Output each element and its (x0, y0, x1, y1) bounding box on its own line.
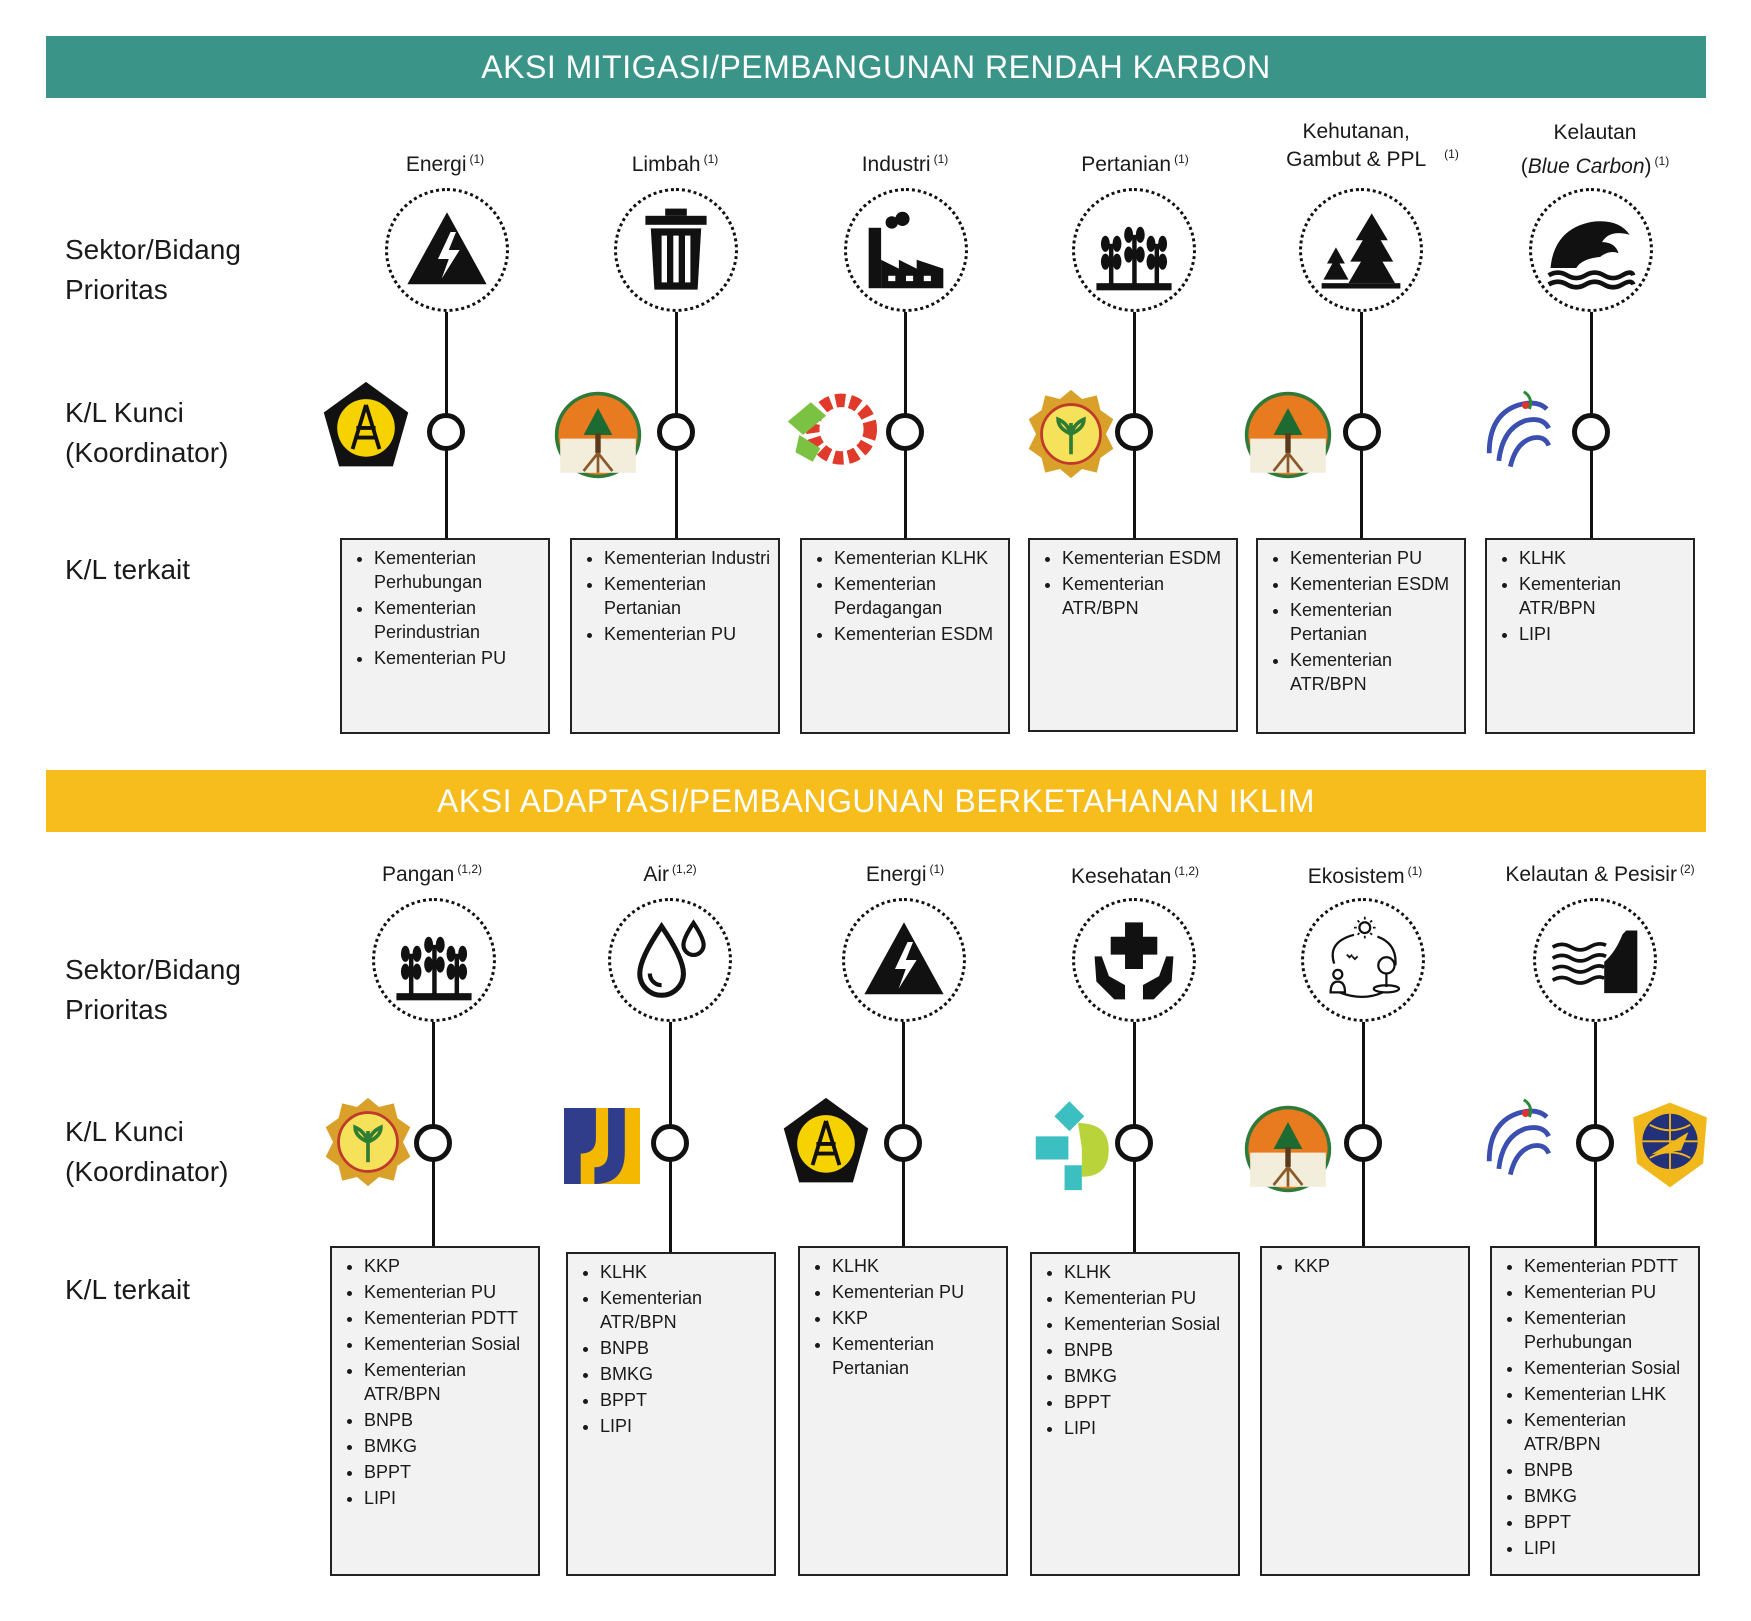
list-item: • Kementerian Perhubungan (1524, 1306, 1694, 1354)
list-item: • Kementerian Sosial (364, 1332, 534, 1356)
coordinator-node (657, 413, 695, 451)
list-item: • Kementerian ESDM (1062, 546, 1232, 570)
coastal-icon (1549, 925, 1641, 995)
kemenkes-logo (1030, 1098, 1126, 1194)
related-agencies-box (1260, 1246, 1470, 1576)
coordinator-node (1343, 413, 1381, 451)
list-item: • Kementerian ATR/BPN (1290, 648, 1460, 696)
list-item: • BNPB (600, 1336, 770, 1360)
coordinator-node (1115, 413, 1153, 451)
sector-icon-circle (844, 188, 968, 312)
list-item: • Kementerian ATR/BPN (1524, 1408, 1694, 1456)
related-agencies-box (570, 538, 780, 734)
list-item: • BNPB (1064, 1338, 1234, 1362)
list-item: • LIPI (1524, 1536, 1694, 1560)
list-item: • Kementerian Perindustrian (374, 596, 544, 644)
coordinator-node (427, 413, 465, 451)
related-agencies-box (800, 538, 1010, 734)
pupr-logo (562, 1108, 642, 1184)
list-item: • KKP (1294, 1254, 1464, 1278)
mitigation-col-title: Industri $^{(1)}$ (861, 152, 949, 176)
list-item: • Kementerian PU (1524, 1280, 1694, 1304)
esdm-logo (778, 1094, 874, 1190)
list-item: • Kementerian Pertanian (832, 1332, 1002, 1380)
adaptation-col-title: Kesehatan $^{(1,2)}$ (1070, 864, 1200, 888)
wave-icon (1545, 210, 1637, 290)
list-item: • Kementerian PDTT (364, 1306, 534, 1330)
list-item: • BNPB (364, 1408, 534, 1432)
list-item: • Kementerian LHK (1524, 1382, 1694, 1406)
kemenperin-logo (782, 385, 878, 481)
adaptation-col-title: Energi $^{(1)}$ (865, 862, 945, 886)
list-item: • BPPT (1064, 1390, 1234, 1414)
list-item: • BMKG (1064, 1364, 1234, 1388)
related-agencies-box (1256, 538, 1466, 734)
list-item: • Kementerian ATR/BPN (1519, 572, 1689, 620)
sector-icon-circle (1301, 898, 1425, 1022)
wheat-icon (389, 918, 479, 1003)
trash-bin-icon (636, 205, 716, 295)
coordinator-node (414, 1124, 452, 1162)
list-item: • LIPI (364, 1486, 534, 1510)
related-agencies-box (1028, 538, 1238, 732)
list-item: • BMKG (600, 1362, 770, 1386)
wheat-icon (1089, 208, 1179, 293)
sector-icon-circle (385, 188, 509, 312)
adaptation-banner: AKSI ADAPTASI/PEMBANGUNAN BERKETAHANAN IKLIM (46, 770, 1706, 832)
ecosystem-icon (1318, 915, 1408, 1005)
mitigation-col-title: Limbah $^{(1)}$ (631, 152, 719, 176)
klhk-logo (1243, 390, 1333, 480)
coordinator-node (1572, 413, 1610, 451)
list-item: • Kementerian Perdagangan (834, 572, 1004, 620)
list-item: • KKP (364, 1254, 534, 1278)
kementan-logo (322, 1096, 414, 1188)
list-item: • Kementerian ATR/BPN (364, 1358, 534, 1406)
coordinator-node (1115, 1124, 1153, 1162)
list-item: • Kementerian ESDM (1290, 572, 1460, 596)
related-agencies-box (798, 1246, 1008, 1576)
adaptation-label-sector: Sektor/Bidang Prioritas (65, 954, 241, 1025)
list-item: • BNPB (1524, 1458, 1694, 1482)
list-item: • Kementerian PU (364, 1280, 534, 1304)
related-agencies-box (1485, 538, 1695, 734)
coordinator-node (651, 1124, 689, 1162)
klhk-logo (553, 390, 643, 480)
sector-icon-circle (842, 898, 966, 1022)
electricity-icon (402, 205, 492, 295)
sector-icon-circle (1529, 188, 1653, 312)
mitigation-col-title: Energi $^{(1)}$ (405, 152, 485, 176)
list-item: • Kementerian Perhubungan (374, 546, 544, 594)
mitigation-col-title: Kehutanan, Gambut & PPL $^{(1)}$ (1286, 120, 1459, 171)
kkp-logo (1470, 1094, 1566, 1190)
sector-icon-circle (1072, 898, 1196, 1022)
kkp-logo (1470, 386, 1566, 482)
list-item: • KLHK (600, 1260, 770, 1284)
list-item: • BMKG (364, 1434, 534, 1458)
mitigation-label-related: K/L terkait (65, 554, 191, 585)
list-item: • Kementerian Pertanian (1290, 598, 1460, 646)
coordinator-node (1576, 1124, 1614, 1162)
esdm-logo (318, 378, 414, 474)
adaptation-col-title: Pangan $^{(1,2)}$ (381, 862, 483, 886)
adaptation-col-title: Air $^{(1,2)}$ (643, 862, 697, 886)
list-item: • LIPI (1519, 622, 1689, 646)
sector-icon-circle (372, 898, 496, 1022)
electricity-icon (859, 915, 949, 1005)
list-item: • Kementerian PU (374, 646, 544, 670)
list-item: • Kementerian PDTT (1524, 1254, 1694, 1278)
adaptation-label-related: K/L terkait (65, 1274, 191, 1305)
list-item: • KKP (832, 1306, 1002, 1330)
sector-icon-circle (1533, 898, 1657, 1022)
list-item: • Kementerian Sosial (1064, 1312, 1234, 1336)
list-item: • Kementerian Pertanian (604, 572, 774, 620)
list-item: • Kementerian Industri (604, 546, 774, 570)
mitigation-label-key: K/L Kunci (Koordinator) (65, 397, 229, 468)
list-item: • Kementerian PU (604, 622, 774, 646)
health-care-icon (1089, 917, 1179, 1003)
list-item: • LIPI (600, 1414, 770, 1438)
coordinator-node (884, 1124, 922, 1162)
water-drop-icon (628, 918, 712, 1002)
adaptation-col-title: Kelautan & Pesisir $^{(2)}$ (1505, 862, 1695, 886)
mitigation-col-title: Pertanian $^{(1)}$ (1081, 152, 1189, 176)
coordinator-node (886, 413, 924, 451)
sector-icon-circle (608, 898, 732, 1022)
list-item: • KLHK (1064, 1260, 1234, 1284)
kemenhub-logo (1624, 1096, 1716, 1194)
list-item: • LIPI (1064, 1416, 1234, 1440)
related-agencies-box (1490, 1246, 1700, 1576)
sector-icon-circle (614, 188, 738, 312)
sector-icon-circle (1299, 188, 1423, 312)
kementan-logo (1025, 388, 1117, 480)
related-agencies-box (1030, 1252, 1240, 1576)
forest-icon (1316, 208, 1406, 293)
list-item: • Kementerian PU (832, 1280, 1002, 1304)
factory-icon (861, 210, 951, 290)
list-item: • Kementerian PU (1290, 546, 1460, 570)
list-item: • KLHK (832, 1254, 1002, 1278)
related-agencies-box (566, 1252, 776, 1576)
sector-icon-circle (1072, 188, 1196, 312)
list-item: • BPPT (364, 1460, 534, 1484)
coordinator-node (1344, 1124, 1382, 1162)
adaptation-label-key: K/L Kunci (Koordinator) (65, 1116, 229, 1187)
list-item: • Kementerian Sosial (1524, 1356, 1694, 1380)
list-item: • Kementerian PU (1064, 1286, 1234, 1310)
list-item: • Kementerian KLHK (834, 546, 1004, 570)
mitigation-col-title: Kelautan (Blue Carbon) $^{(1)}$ (1520, 121, 1670, 178)
list-item: • BPPT (1524, 1510, 1694, 1534)
list-item: • KLHK (1519, 546, 1689, 570)
list-item: • BPPT (600, 1388, 770, 1412)
list-item: • BMKG (1524, 1484, 1694, 1508)
list-item: • Kementerian ATR/BPN (1062, 572, 1232, 620)
mitigation-label-sector: Sektor/Bidang Prioritas (65, 234, 241, 305)
related-agencies-box (340, 538, 550, 734)
mitigation-banner: AKSI MITIGASI/PEMBANGUNAN RENDAH KARBON (46, 36, 1706, 98)
related-agencies-box (330, 1246, 540, 1576)
list-item: • Kementerian ATR/BPN (600, 1286, 770, 1334)
list-item: • Kementerian ESDM (834, 622, 1004, 646)
adaptation-col-title: Ekosistem $^{(1)}$ (1307, 864, 1423, 888)
klhk-logo (1243, 1104, 1333, 1194)
